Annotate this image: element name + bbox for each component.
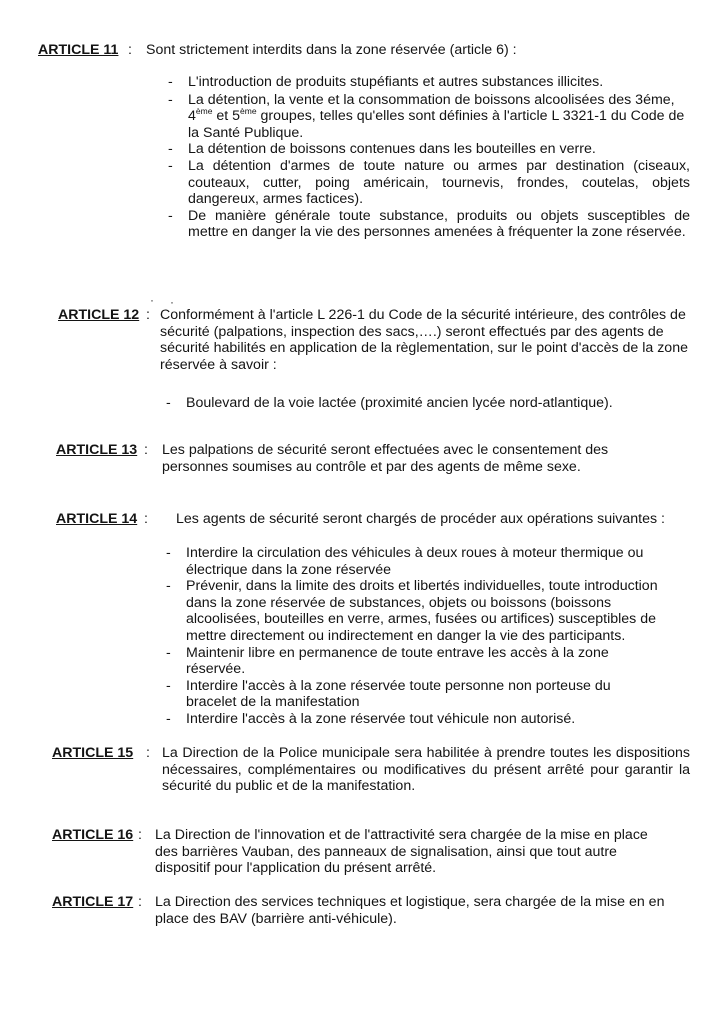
article-14-colon: :	[144, 511, 148, 527]
article-16-label: ARTICLE 16	[52, 827, 134, 843]
list-item-text: Maintenir libre en permanence de toute entrave les accès à la zone réservée.	[186, 644, 609, 678]
article-11-intro: Sont strictement interdits dans la zone réservée (article 6) :	[146, 42, 517, 58]
bullet-dash: -	[168, 157, 173, 174]
bullet-dash: -	[166, 578, 171, 595]
article-16-colon: :	[138, 827, 142, 843]
article-17-text: La Direction des services techniques et logistique, sera chargée de la mise en en place des BAV (barrière anti-véhicule).	[155, 894, 665, 927]
list-item	[166, 578, 668, 644]
list-item	[166, 545, 648, 578]
article-12-colon: :	[146, 307, 150, 323]
list-item-text: Interdire la circulation des véhicules à deux roues à moteur thermique ou électrique dans la zone réservée	[186, 545, 644, 578]
list-item-text: Prévenir, dans la limite des droits et libertés individuelles, toute introduction dans la zone réservée de substances, objets ou boissons (boissons alcoolisées, bouteilles en verre, armes, fusées ou artifices) susceptibles de mettre directement ou indirectement en danger la vie des participants.	[186, 578, 658, 644]
article-16-text: La Direction de l'innovation et de l'attractivité sera chargée de la mise en place des barrières Vauban, des panneaux de signalisation, ainsi que tout autre dispositif pour l'application du présent arrêté.	[155, 827, 648, 877]
article-15-text: La Direction de la Police municipale sera habilitée à prendre toutes les dispositions nécessaires, complémentaires ou modificatives du présent arrêté pour garantir la sécurité du public et de la manifestation.	[162, 745, 690, 795]
article-17-colon: :	[138, 894, 142, 910]
scan-speck: ·	[150, 293, 154, 307]
list-item-text: Interdire l'accès à la zone réservée toute personne non porteuse du bracelet de la manifestation	[186, 677, 611, 711]
bullet-dash: -	[168, 207, 173, 224]
list-item-text: La détention de boissons contenues dans les bouteilles en verre.	[188, 141, 596, 158]
bullet-dash: -	[168, 141, 173, 158]
article-12-label: ARTICLE 12	[58, 307, 140, 323]
list-item-text: De manière générale toute substance, produits ou objets susceptibles de mettre en danger la vie des personnes amenées à fréquenter la zone réservée.	[188, 207, 690, 241]
list-item	[168, 157, 690, 208]
list-item-text: Boulevard de la voie lactée (proximité ancien lycée nord-atlantique).	[186, 395, 613, 411]
article-12-text: Conformément à l'article L 226-1 du Code de la sécurité intérieure, des contrôles de sécurité (palpations, inspection des sacs,….) seront effectués par des agents de sécurité habilités en application de la règlementation, sur le point d'accès de la zone réservée à savoir :	[160, 307, 688, 373]
article-11-list	[168, 74, 690, 241]
article-14-intro: Les agents de sécurité seront chargés de procéder aux opérations suivantes :	[176, 511, 665, 527]
article-15-label: ARTICLE 15	[52, 745, 134, 761]
list-item	[166, 644, 668, 678]
list-item-text: La détention d'armes de toute nature ou armes par destination (ciseaux, couteaux, cutter, poing américain, tournevis, frondes, coutelas, objets dangereux, armes factices).	[188, 157, 690, 208]
bullet-dash: -	[166, 677, 171, 694]
article-11-label: ARTICLE 11	[38, 42, 119, 58]
list-item-text: La détention, la vente et la consommation de boissons alcoolisées des 3éme, 4ème et 5ème groupes, telles qu'elles sont définies à l'article L 3321-1 du Code de la Santé Publique.	[188, 91, 685, 141]
scan-speck: ·	[170, 295, 174, 309]
list-item	[168, 74, 690, 91]
bullet-dash: -	[166, 644, 171, 661]
list-item	[168, 91, 690, 142]
article-13-text: Les palpations de sécurité seront effectuées avec le consentement des personnes soumises au contrôle et par des agents de même sexe.	[162, 442, 609, 475]
list-item-text: L'introduction de produits stupéfiants et autres substances illicites.	[188, 74, 604, 90]
bullet-dash: -	[166, 545, 171, 561]
article-11-colon: :	[128, 42, 132, 58]
list-item	[166, 677, 664, 711]
list-item	[168, 141, 690, 158]
article-13-colon: :	[144, 442, 148, 458]
article-15-colon: :	[146, 745, 150, 761]
article-12-list	[166, 395, 686, 412]
article-14-list	[166, 545, 664, 728]
article-14-label: ARTICLE 14	[56, 511, 138, 527]
bullet-dash: -	[168, 74, 173, 90]
article-17-label: ARTICLE 17	[52, 894, 134, 910]
list-item	[166, 395, 686, 412]
list-item	[166, 710, 668, 728]
article-13-label: ARTICLE 13	[56, 442, 138, 458]
bullet-dash: -	[166, 710, 171, 727]
list-item-text: Interdire l'accès à la zone réservée tout véhicule non autorisé.	[186, 710, 576, 727]
bullet-dash: -	[168, 91, 173, 108]
bullet-dash: -	[166, 395, 171, 411]
list-item	[168, 207, 690, 241]
